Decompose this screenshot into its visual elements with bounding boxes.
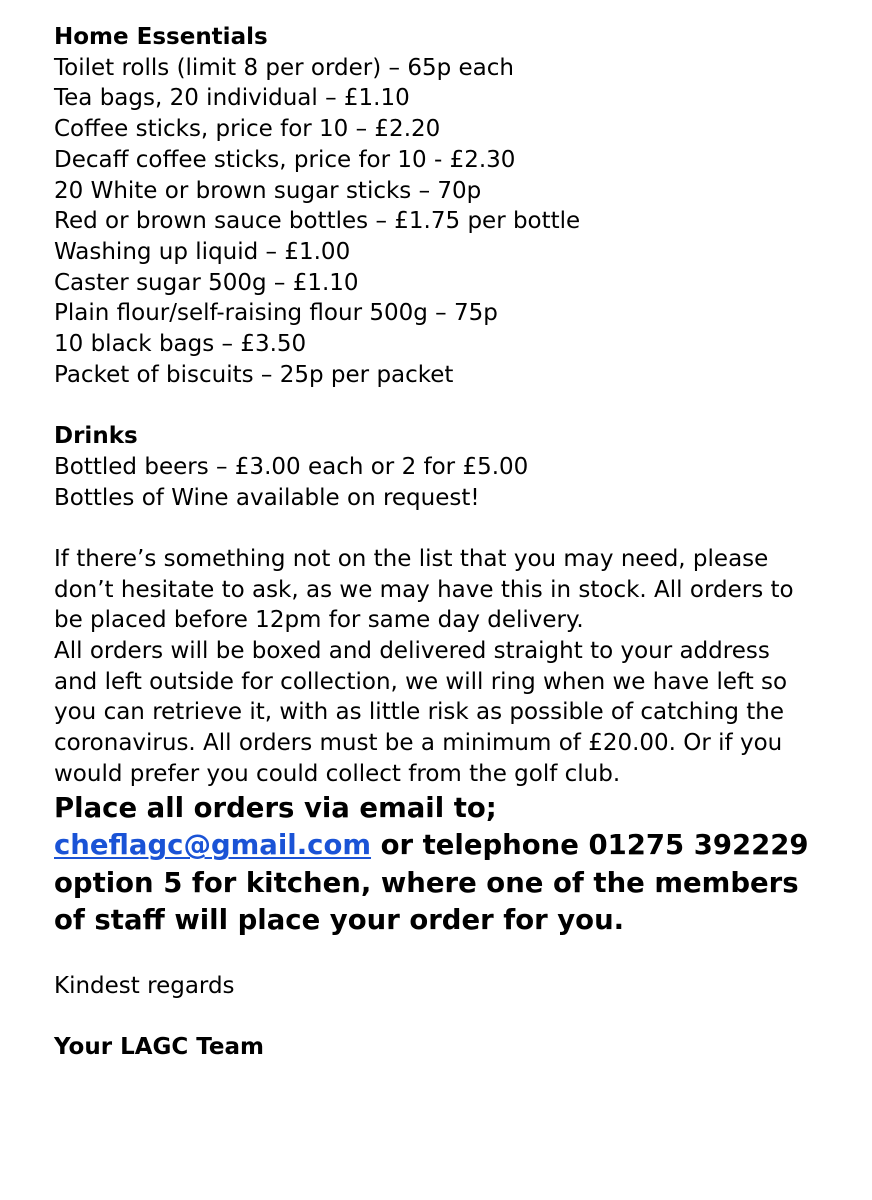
document-page	[54, 22, 854, 1063]
email-link[interactable]: cheflagc@gmail.com	[54, 829, 372, 862]
spacer	[54, 390, 854, 421]
list-item: Plain flour/self-raising flour 500g – 75p	[54, 300, 498, 327]
info-paragraph-stock: If there’s something not on the list that you may need, please don’t hesitate to ask, as we may have this in stock. All orders to be placed before 12pm for same day delivery.	[54, 545, 794, 634]
list-item: Tea bags, 20 individual – £1.10	[54, 85, 410, 112]
list-item: 20 White or brown sugar sticks – 70p	[54, 177, 482, 204]
order-contact-text	[54, 827, 814, 940]
order-heading: Place all orders via email to;	[54, 791, 497, 824]
home-essentials-heading: Home Essentials	[54, 24, 268, 50]
spacer	[54, 1001, 854, 1032]
list-item: Red or brown sauce bottles – £1.75 per bottle	[54, 208, 581, 235]
list-item: Decaff coffee sticks, price for 10 - £2.30	[54, 146, 516, 173]
list-item: Bottled beers – £3.00 each or 2 for £5.00	[54, 453, 529, 480]
list-item: Bottles of Wine available on request!	[54, 484, 480, 511]
spacer	[54, 513, 854, 544]
signoff-team: Your LAGC Team	[54, 1034, 265, 1060]
drinks-heading: Drinks	[54, 423, 138, 450]
list-item: Washing up liquid – £1.00	[54, 238, 351, 265]
list-item: 10 black bags – £3.50	[54, 331, 307, 358]
order-contact-rest: or telephone 01275 392229 option 5 for kitchen, where one of the members of staff will place your order for you.	[54, 829, 809, 937]
info-paragraph-delivery: All orders will be boxed and delivered straight to your address and left outside for collection, we will ring when we have left so you can retrieve it, with as little risk as possible of catching the coronavirus. All orders must be a minimum of £20.00. Or if you would prefer you could collect from the golf club.	[54, 638, 788, 787]
list-item: Coffee sticks, price for 10 – £2.20	[54, 116, 441, 143]
spacer	[54, 940, 854, 971]
list-item: Packet of biscuits – 25p per packet	[54, 361, 454, 388]
list-item: Toilet rolls (limit 8 per order) – 65p each	[54, 54, 514, 81]
list-item: Caster sugar 500g – £1.10	[54, 269, 359, 296]
signoff-regards: Kindest regards	[54, 972, 235, 999]
